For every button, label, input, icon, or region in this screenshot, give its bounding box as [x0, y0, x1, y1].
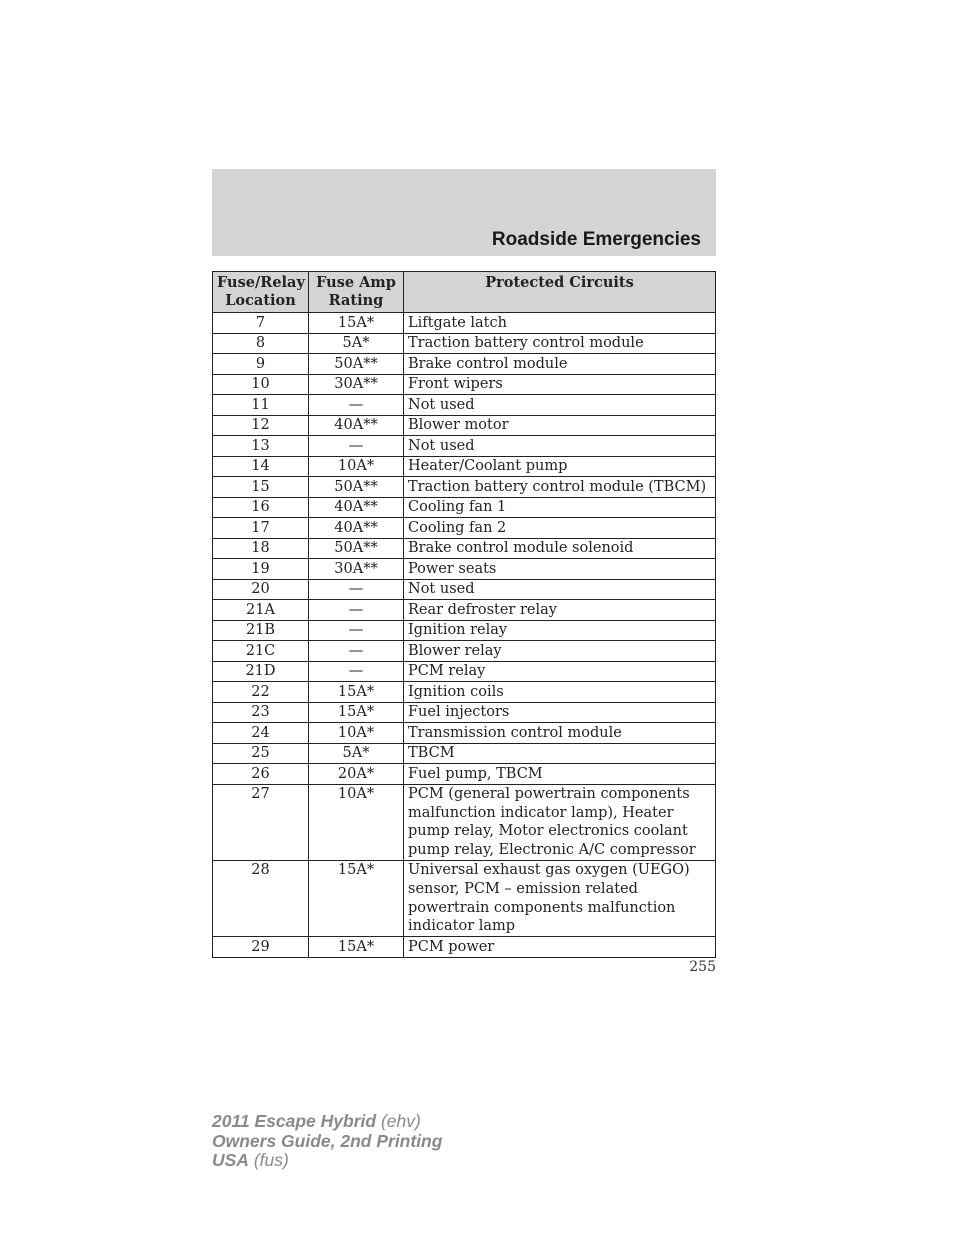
cell-circuits: Ignition relay — [404, 620, 716, 641]
cell-rating: 50A** — [309, 354, 404, 375]
cell-location: 27 — [213, 784, 309, 860]
cell-circuits: PCM relay — [404, 661, 716, 682]
cell-location: 19 — [213, 559, 309, 580]
cell-location: 21D — [213, 661, 309, 682]
cell-rating: 50A** — [309, 538, 404, 559]
cell-circuits: Universal exhaust gas oxygen (UEGO) sensor, PCM – emission related powertrain components malfunction indicator lamp — [404, 860, 716, 936]
cell-rating: — — [309, 661, 404, 682]
table-row — [213, 374, 716, 395]
table-row — [213, 600, 716, 621]
cell-location: 21C — [213, 641, 309, 662]
column-header-location: Fuse/Relay Location — [213, 272, 309, 313]
cell-circuits: Brake control module solenoid — [404, 538, 716, 559]
cell-rating: 15A* — [309, 937, 404, 958]
footer-line-3 — [212, 1151, 442, 1171]
cell-rating: 50A** — [309, 477, 404, 498]
table-row — [213, 354, 716, 375]
cell-rating: 15A* — [309, 313, 404, 334]
cell-location: 21B — [213, 620, 309, 641]
table-header-row — [213, 272, 716, 313]
table-row — [213, 538, 716, 559]
table-row — [213, 743, 716, 764]
cell-location: 24 — [213, 723, 309, 744]
fuse-table-body — [213, 313, 716, 958]
cell-rating: — — [309, 395, 404, 416]
table-row — [213, 313, 716, 334]
cell-circuits: Liftgate latch — [404, 313, 716, 334]
table-row — [213, 702, 716, 723]
cell-location: 17 — [213, 518, 309, 539]
table-row — [213, 456, 716, 477]
cell-rating: 10A* — [309, 784, 404, 860]
cell-circuits: Ignition coils — [404, 682, 716, 703]
cell-circuits: Heater/Coolant pump — [404, 456, 716, 477]
cell-location: 8 — [213, 333, 309, 354]
cell-circuits: Fuel pump, TBCM — [404, 764, 716, 785]
table-row — [213, 764, 716, 785]
cell-location: 20 — [213, 579, 309, 600]
table-row — [213, 395, 716, 416]
cell-circuits: TBCM — [404, 743, 716, 764]
cell-rating: 20A* — [309, 764, 404, 785]
cell-location: 16 — [213, 497, 309, 518]
cell-location: 22 — [213, 682, 309, 703]
table-row — [213, 860, 716, 936]
cell-circuits: Front wipers — [404, 374, 716, 395]
cell-location: 21A — [213, 600, 309, 621]
column-header-circuits: Protected Circuits — [404, 272, 716, 313]
cell-location: 23 — [213, 702, 309, 723]
cell-location: 7 — [213, 313, 309, 334]
cell-rating: — — [309, 436, 404, 457]
cell-location: 26 — [213, 764, 309, 785]
cell-rating: 30A** — [309, 374, 404, 395]
cell-rating: — — [309, 579, 404, 600]
table-row — [213, 579, 716, 600]
page-number: 255 — [689, 959, 716, 975]
cell-circuits: Fuel injectors — [404, 702, 716, 723]
section-title: Roadside Emergencies — [491, 229, 701, 250]
table-row — [213, 497, 716, 518]
cell-rating: 10A* — [309, 456, 404, 477]
footer-market-code: (fus) — [253, 1150, 289, 1170]
cell-location: 29 — [213, 937, 309, 958]
table-row — [213, 333, 716, 354]
cell-circuits: Blower relay — [404, 641, 716, 662]
cell-circuits: Cooling fan 1 — [404, 497, 716, 518]
cell-circuits: Not used — [404, 395, 716, 416]
table-row — [213, 518, 716, 539]
cell-circuits: Blower motor — [404, 415, 716, 436]
cell-circuits: Transmission control module — [404, 723, 716, 744]
cell-circuits: Power seats — [404, 559, 716, 580]
table-row — [213, 682, 716, 703]
cell-location: 9 — [213, 354, 309, 375]
footer-guide: Owners Guide, 2nd Printing — [212, 1130, 443, 1151]
cell-rating: 15A* — [309, 682, 404, 703]
footer-market: USA — [212, 1150, 249, 1170]
cell-circuits: Cooling fan 2 — [404, 518, 716, 539]
cell-location: 28 — [213, 860, 309, 936]
cell-location: 15 — [213, 477, 309, 498]
table-row — [213, 559, 716, 580]
cell-location: 10 — [213, 374, 309, 395]
table-row — [213, 477, 716, 498]
cell-rating: — — [309, 620, 404, 641]
cell-circuits: Traction battery control module — [404, 333, 716, 354]
cell-rating: 40A** — [309, 497, 404, 518]
footer-model: 2011 Escape Hybrid — [212, 1111, 377, 1131]
fuse-table — [212, 271, 716, 958]
cell-circuits: Traction battery control module (TBCM) — [404, 477, 716, 498]
cell-rating: 10A* — [309, 723, 404, 744]
footer-line-2 — [212, 1132, 442, 1152]
cell-circuits: Not used — [404, 436, 716, 457]
cell-location: 25 — [213, 743, 309, 764]
column-header-rating: Fuse Amp Rating — [309, 272, 404, 313]
cell-location: 14 — [213, 456, 309, 477]
table-row — [213, 661, 716, 682]
cell-rating: 40A** — [309, 518, 404, 539]
cell-rating: — — [309, 641, 404, 662]
cell-location: 12 — [213, 415, 309, 436]
cell-circuits: Not used — [404, 579, 716, 600]
cell-circuits: PCM (general powertrain components malfunction indicator lamp), Heater pump relay, Motor electronics coolant pump relay, Electronic A/C compressor — [404, 784, 716, 860]
table-row — [213, 937, 716, 958]
footer-model-code: (ehv) — [380, 1111, 421, 1131]
cell-location: 11 — [213, 395, 309, 416]
cell-rating: — — [309, 600, 404, 621]
footer — [212, 1112, 442, 1171]
table-row — [213, 641, 716, 662]
footer-line-1 — [212, 1112, 442, 1132]
cell-rating: 15A* — [309, 860, 404, 936]
cell-rating: 30A** — [309, 559, 404, 580]
table-row — [213, 436, 716, 457]
cell-circuits: PCM power — [404, 937, 716, 958]
table-row — [213, 415, 716, 436]
cell-rating: 5A* — [309, 333, 404, 354]
table-row — [213, 784, 716, 860]
table-row — [213, 620, 716, 641]
cell-rating: 40A** — [309, 415, 404, 436]
table-row — [213, 723, 716, 744]
section-header — [212, 169, 716, 256]
cell-location: 13 — [213, 436, 309, 457]
cell-location: 18 — [213, 538, 309, 559]
cell-rating: 15A* — [309, 702, 404, 723]
cell-circuits: Rear defroster relay — [404, 600, 716, 621]
cell-circuits: Brake control module — [404, 354, 716, 375]
cell-rating: 5A* — [309, 743, 404, 764]
